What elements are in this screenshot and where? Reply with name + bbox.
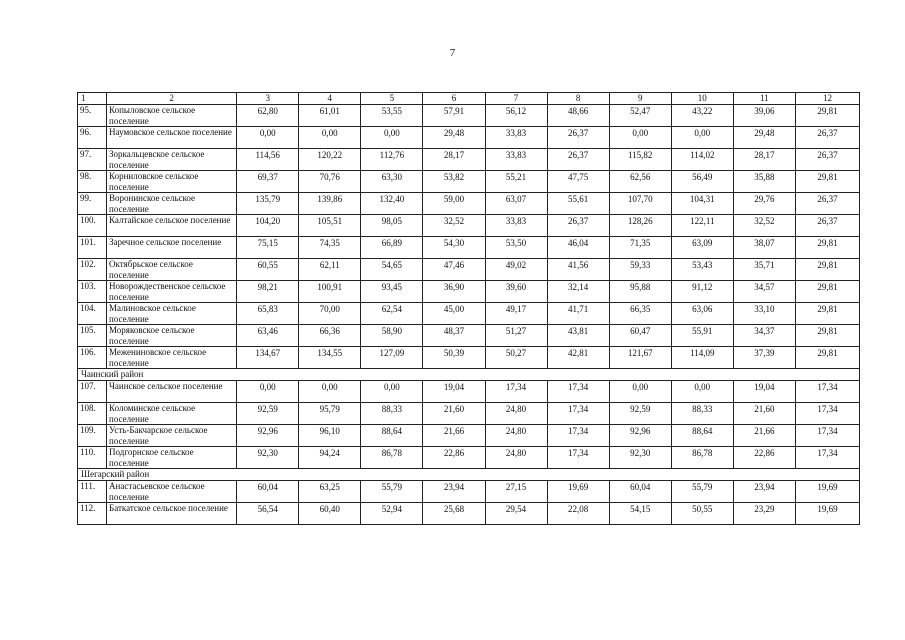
- value-cell: 75,15: [237, 237, 299, 259]
- value-cell: 17,34: [485, 381, 547, 403]
- value-cell: 128,26: [609, 215, 671, 237]
- value-cell: 26,37: [795, 193, 859, 215]
- value-cell: 54,15: [609, 503, 671, 525]
- value-cell: 86,78: [361, 447, 423, 469]
- value-cell: 60,04: [237, 481, 299, 503]
- table-row: [78, 171, 860, 193]
- table-row: [78, 259, 860, 281]
- value-cell: 92,96: [609, 425, 671, 447]
- value-cell: 17,34: [795, 381, 859, 403]
- value-cell: 0,00: [609, 127, 671, 149]
- value-cell: 88,33: [671, 403, 733, 425]
- table-row: [78, 281, 860, 303]
- section-row: [78, 369, 860, 381]
- value-cell: 127,09: [361, 347, 423, 369]
- section-row: [78, 469, 860, 481]
- value-cell: 114,02: [671, 149, 733, 171]
- section-label: Шегарский район: [78, 469, 860, 481]
- value-cell: 63,46: [237, 325, 299, 347]
- value-cell: 48,37: [423, 325, 485, 347]
- value-cell: 29,48: [733, 127, 795, 149]
- settlement-name: Межениновское сельское поселение: [107, 347, 237, 369]
- value-cell: 23,29: [733, 503, 795, 525]
- value-cell: 120,22: [299, 149, 361, 171]
- value-cell: 55,91: [671, 325, 733, 347]
- table-row: [78, 127, 860, 149]
- settlement-name: Октябрьское сельское поселение: [107, 259, 237, 281]
- settlement-name: Новорождественское сельское поселение: [107, 281, 237, 303]
- value-cell: 50,55: [671, 503, 733, 525]
- value-cell: 98,05: [361, 215, 423, 237]
- table-row: [78, 403, 860, 425]
- value-cell: 55,79: [361, 481, 423, 503]
- table-header-row: [78, 93, 860, 105]
- value-cell: 115,82: [609, 149, 671, 171]
- value-cell: 50,27: [485, 347, 547, 369]
- value-cell: 19,69: [795, 503, 859, 525]
- table-row: [78, 215, 860, 237]
- value-cell: 26,37: [547, 149, 609, 171]
- value-cell: 0,00: [361, 127, 423, 149]
- value-cell: 92,59: [237, 403, 299, 425]
- value-cell: 28,17: [733, 149, 795, 171]
- value-cell: 95,79: [299, 403, 361, 425]
- settlement-name: Корниловское сельское поселение: [107, 171, 237, 193]
- value-cell: 35,71: [733, 259, 795, 281]
- value-cell: 24,80: [485, 447, 547, 469]
- settlement-name: Анастасьевское сельское поселение: [107, 481, 237, 503]
- value-cell: 24,80: [485, 425, 547, 447]
- value-cell: 22,86: [733, 447, 795, 469]
- value-cell: 54,30: [423, 237, 485, 259]
- column-header: 1: [78, 93, 107, 105]
- value-cell: 66,89: [361, 237, 423, 259]
- settlement-name: Зоркальцевское сельское поселение: [107, 149, 237, 171]
- value-cell: 92,96: [237, 425, 299, 447]
- value-cell: 0,00: [299, 381, 361, 403]
- value-cell: 56,54: [237, 503, 299, 525]
- value-cell: 26,37: [795, 149, 859, 171]
- value-cell: 0,00: [299, 127, 361, 149]
- value-cell: 52,47: [609, 105, 671, 127]
- value-cell: 37,39: [733, 347, 795, 369]
- value-cell: 41,71: [547, 303, 609, 325]
- value-cell: 100,91: [299, 281, 361, 303]
- value-cell: 92,59: [609, 403, 671, 425]
- value-cell: 86,78: [671, 447, 733, 469]
- value-cell: 88,33: [361, 403, 423, 425]
- value-cell: 104,20: [237, 215, 299, 237]
- value-cell: 26,37: [547, 215, 609, 237]
- row-index: 95.: [78, 105, 107, 127]
- value-cell: 60,40: [299, 503, 361, 525]
- value-cell: 88,64: [671, 425, 733, 447]
- value-cell: 25,68: [423, 503, 485, 525]
- value-cell: 17,34: [547, 403, 609, 425]
- value-cell: 112,76: [361, 149, 423, 171]
- value-cell: 0,00: [671, 381, 733, 403]
- value-cell: 139,86: [299, 193, 361, 215]
- row-index: 104.: [78, 303, 107, 325]
- value-cell: 132,40: [361, 193, 423, 215]
- value-cell: 39,06: [733, 105, 795, 127]
- value-cell: 46,04: [547, 237, 609, 259]
- value-cell: 35,88: [733, 171, 795, 193]
- value-cell: 53,55: [361, 105, 423, 127]
- value-cell: 19,04: [423, 381, 485, 403]
- value-cell: 21,66: [733, 425, 795, 447]
- value-cell: 121,67: [609, 347, 671, 369]
- value-cell: 48,66: [547, 105, 609, 127]
- value-cell: 53,43: [671, 259, 733, 281]
- table-row: [78, 381, 860, 403]
- value-cell: 63,09: [671, 237, 733, 259]
- value-cell: 34,57: [733, 281, 795, 303]
- value-cell: 55,21: [485, 171, 547, 193]
- value-cell: 17,34: [547, 425, 609, 447]
- value-cell: 93,45: [361, 281, 423, 303]
- value-cell: 29,81: [795, 105, 859, 127]
- value-cell: 134,55: [299, 347, 361, 369]
- row-index: 101.: [78, 237, 107, 259]
- value-cell: 98,21: [237, 281, 299, 303]
- value-cell: 60,55: [237, 259, 299, 281]
- value-cell: 29,48: [423, 127, 485, 149]
- value-cell: 66,35: [609, 303, 671, 325]
- settlement-name: Подгорнское сельское поселение: [107, 447, 237, 469]
- value-cell: 74,35: [299, 237, 361, 259]
- value-cell: 71,35: [609, 237, 671, 259]
- value-cell: 21,60: [733, 403, 795, 425]
- column-header: 4: [299, 93, 361, 105]
- value-cell: 105,51: [299, 215, 361, 237]
- value-cell: 0,00: [237, 381, 299, 403]
- value-cell: 33,83: [485, 215, 547, 237]
- value-cell: 104,31: [671, 193, 733, 215]
- value-cell: 95,88: [609, 281, 671, 303]
- value-cell: 54,65: [361, 259, 423, 281]
- value-cell: 69,37: [237, 171, 299, 193]
- value-cell: 29,81: [795, 237, 859, 259]
- value-cell: 43,81: [547, 325, 609, 347]
- value-cell: 70,00: [299, 303, 361, 325]
- value-cell: 53,50: [485, 237, 547, 259]
- value-cell: 114,09: [671, 347, 733, 369]
- value-cell: 49,02: [485, 259, 547, 281]
- value-cell: 17,34: [795, 403, 859, 425]
- value-cell: 107,70: [609, 193, 671, 215]
- table-row: [78, 193, 860, 215]
- value-cell: 22,08: [547, 503, 609, 525]
- column-header: 9: [609, 93, 671, 105]
- value-cell: 17,34: [547, 447, 609, 469]
- value-cell: 32,52: [423, 215, 485, 237]
- settlement-name: Чаинское сельское поселение: [107, 381, 237, 403]
- value-cell: 38,07: [733, 237, 795, 259]
- table-body: [78, 93, 860, 525]
- table-row: [78, 105, 860, 127]
- table-row: [78, 325, 860, 347]
- value-cell: 70,76: [299, 171, 361, 193]
- table-row: [78, 481, 860, 503]
- column-header: 2: [107, 93, 237, 105]
- row-index: 103.: [78, 281, 107, 303]
- settlement-name: Наумовское сельское поселение: [107, 127, 237, 149]
- value-cell: 96,10: [299, 425, 361, 447]
- value-cell: 63,30: [361, 171, 423, 193]
- value-cell: 92,30: [237, 447, 299, 469]
- row-index: 105.: [78, 325, 107, 347]
- table-row: [78, 447, 860, 469]
- value-cell: 55,79: [671, 481, 733, 503]
- value-cell: 23,94: [733, 481, 795, 503]
- column-header: 8: [547, 93, 609, 105]
- value-cell: 91,12: [671, 281, 733, 303]
- value-cell: 62,11: [299, 259, 361, 281]
- value-cell: 59,00: [423, 193, 485, 215]
- settlement-name: Баткатское сельское поселение: [107, 503, 237, 525]
- value-cell: 26,37: [795, 215, 859, 237]
- settlement-name: Копыловское сельское поселение: [107, 105, 237, 127]
- column-header: 5: [361, 93, 423, 105]
- value-cell: 21,60: [423, 403, 485, 425]
- value-cell: 19,69: [547, 481, 609, 503]
- value-cell: 63,06: [671, 303, 733, 325]
- value-cell: 88,64: [361, 425, 423, 447]
- column-header: 6: [423, 93, 485, 105]
- value-cell: 51,27: [485, 325, 547, 347]
- table-row: [78, 237, 860, 259]
- column-header: 7: [485, 93, 547, 105]
- page-number: 7: [449, 47, 456, 59]
- value-cell: 29,81: [795, 259, 859, 281]
- value-cell: 17,34: [547, 381, 609, 403]
- value-cell: 56,12: [485, 105, 547, 127]
- value-cell: 60,47: [609, 325, 671, 347]
- row-index: 109.: [78, 425, 107, 447]
- value-cell: 122,11: [671, 215, 733, 237]
- row-index: 97.: [78, 149, 107, 171]
- value-cell: 39,60: [485, 281, 547, 303]
- row-index: 112.: [78, 503, 107, 525]
- section-label: Чаинский район: [78, 369, 860, 381]
- value-cell: 59,33: [609, 259, 671, 281]
- value-cell: 28,17: [423, 149, 485, 171]
- value-cell: 62,80: [237, 105, 299, 127]
- value-cell: 52,94: [361, 503, 423, 525]
- value-cell: 29,54: [485, 503, 547, 525]
- value-cell: 114,56: [237, 149, 299, 171]
- value-cell: 92,30: [609, 447, 671, 469]
- value-cell: 135,79: [237, 193, 299, 215]
- value-cell: 29,81: [795, 325, 859, 347]
- row-index: 106.: [78, 347, 107, 369]
- settlement-name: Коломинское сельское поселение: [107, 403, 237, 425]
- value-cell: 33,10: [733, 303, 795, 325]
- row-index: 96.: [78, 127, 107, 149]
- value-cell: 55,61: [547, 193, 609, 215]
- value-cell: 47,46: [423, 259, 485, 281]
- value-cell: 134,67: [237, 347, 299, 369]
- row-index: 107.: [78, 381, 107, 403]
- value-cell: 21,66: [423, 425, 485, 447]
- value-cell: 33,83: [485, 149, 547, 171]
- value-cell: 19,69: [795, 481, 859, 503]
- value-cell: 58,90: [361, 325, 423, 347]
- value-cell: 0,00: [671, 127, 733, 149]
- settlement-name: Усть-Бакчарское сельское поселение: [107, 425, 237, 447]
- value-cell: 42,81: [547, 347, 609, 369]
- column-header: 12: [795, 93, 859, 105]
- value-cell: 29,81: [795, 171, 859, 193]
- settlement-name: Калтайское сельское поселение: [107, 215, 237, 237]
- value-cell: 19,04: [733, 381, 795, 403]
- data-table: [77, 92, 860, 525]
- value-cell: 33,83: [485, 127, 547, 149]
- value-cell: 61,01: [299, 105, 361, 127]
- value-cell: 62,56: [609, 171, 671, 193]
- column-header: 3: [237, 93, 299, 105]
- value-cell: 65,83: [237, 303, 299, 325]
- value-cell: 41,56: [547, 259, 609, 281]
- row-index: 100.: [78, 215, 107, 237]
- value-cell: 32,52: [733, 215, 795, 237]
- value-cell: 17,34: [795, 447, 859, 469]
- row-index: 99.: [78, 193, 107, 215]
- value-cell: 49,17: [485, 303, 547, 325]
- table-row: [78, 425, 860, 447]
- value-cell: 50,39: [423, 347, 485, 369]
- value-cell: 34,37: [733, 325, 795, 347]
- value-cell: 45,00: [423, 303, 485, 325]
- row-index: 98.: [78, 171, 107, 193]
- row-index: 102.: [78, 259, 107, 281]
- settlement-name: Заречное сельское поселение: [107, 237, 237, 259]
- value-cell: 29,81: [795, 303, 859, 325]
- table-row: [78, 347, 860, 369]
- table-row: [78, 303, 860, 325]
- value-cell: 63,07: [485, 193, 547, 215]
- value-cell: 43,22: [671, 105, 733, 127]
- value-cell: 32,14: [547, 281, 609, 303]
- table-row: [78, 149, 860, 171]
- value-cell: 62,54: [361, 303, 423, 325]
- settlement-name: Малиновское сельское поселение: [107, 303, 237, 325]
- column-header: 11: [733, 93, 795, 105]
- table-row: [78, 503, 860, 525]
- settlement-name: Воронинское сельское поселение: [107, 193, 237, 215]
- row-index: 108.: [78, 403, 107, 425]
- value-cell: 27,15: [485, 481, 547, 503]
- row-index: 111.: [78, 481, 107, 503]
- value-cell: 23,94: [423, 481, 485, 503]
- value-cell: 24,80: [485, 403, 547, 425]
- value-cell: 0,00: [361, 381, 423, 403]
- value-cell: 60,04: [609, 481, 671, 503]
- column-header: 10: [671, 93, 733, 105]
- value-cell: 94,24: [299, 447, 361, 469]
- value-cell: 57,91: [423, 105, 485, 127]
- value-cell: 53,82: [423, 171, 485, 193]
- value-cell: 63,25: [299, 481, 361, 503]
- value-cell: 66,36: [299, 325, 361, 347]
- row-index: 110.: [78, 447, 107, 469]
- value-cell: 29,76: [733, 193, 795, 215]
- settlement-name: Моряковское сельское поселение: [107, 325, 237, 347]
- value-cell: 29,81: [795, 347, 859, 369]
- value-cell: 47,75: [547, 171, 609, 193]
- value-cell: 56,49: [671, 171, 733, 193]
- value-cell: 0,00: [237, 127, 299, 149]
- value-cell: 36,90: [423, 281, 485, 303]
- value-cell: 17,34: [795, 425, 859, 447]
- value-cell: 29,81: [795, 281, 859, 303]
- value-cell: 22,86: [423, 447, 485, 469]
- value-cell: 26,37: [795, 127, 859, 149]
- value-cell: 0,00: [609, 381, 671, 403]
- value-cell: 26,37: [547, 127, 609, 149]
